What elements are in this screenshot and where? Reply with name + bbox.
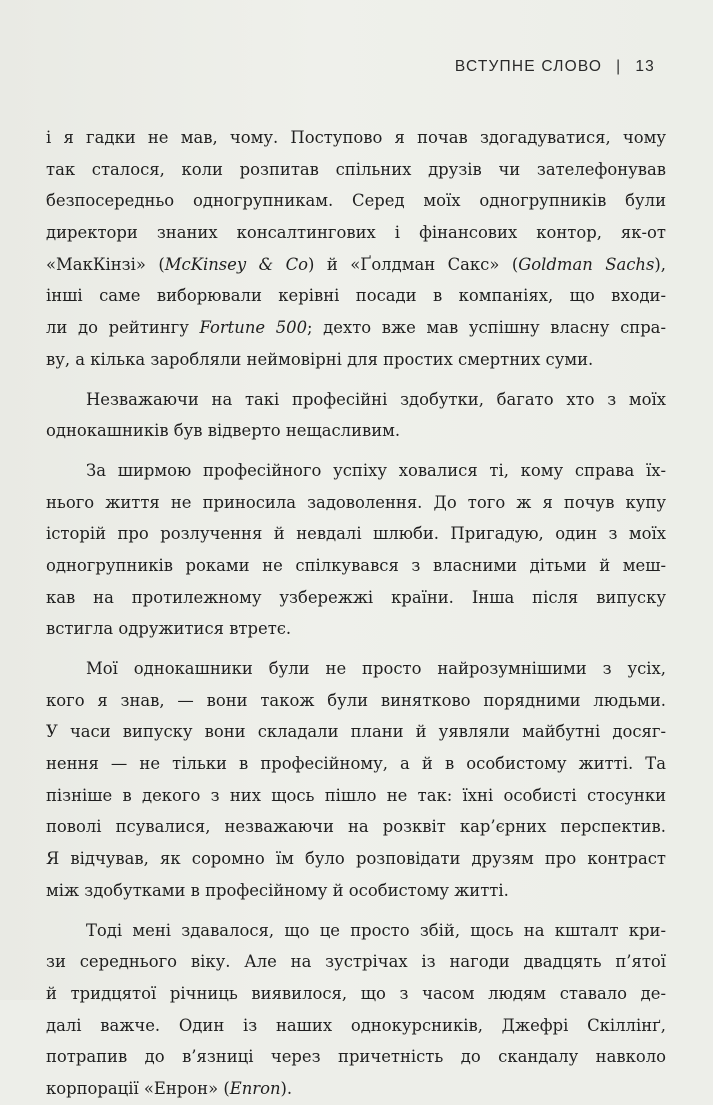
text-line: інші саме виборювали керівні посади в компаніях, що входи- [46,286,666,306]
text-run: ) й «Ґолдман Сакс» ( [308,254,519,274]
text-line: Я відчував, як соромно їм було розповідати друзям про контраст [46,849,666,869]
text-line: однокашників був відверто нещасливим. [46,421,401,441]
text-line: кав на протилежному узбережжі країни. Інша після випуску [46,587,666,607]
body-text [46,122,666,1105]
section-title: ВСТУПНЕ СЛОВО [454,58,603,75]
paragraph-2 [46,384,666,447]
text-run: «МакКінзі» ( [46,254,165,274]
text-line: між здобутками в професійному й особистому житті. [46,880,509,900]
text-line: так сталося, коли розпитав спільних друзів чи зателефонував [46,159,666,179]
text-run: ), [654,254,666,274]
text-line: За ширмою професійного успіху ховалися ті, кому справа їх- [86,460,666,480]
italic-name: Enron [229,1078,281,1098]
text-line [46,1073,666,1105]
paragraph-3 [46,455,666,645]
text-line: зи середнього віку. Але на зустрічах із нагоди двадцять п’ятої [46,952,666,972]
italic-name: McKinsey & Co [164,254,309,274]
text-line: ву, а кілька заробляли неймовірні для простих смертних суми. [46,349,594,369]
text-run: ли до рейтингу [46,318,200,338]
text-line: встигла одружитися втретє. [46,619,292,639]
text-line: нення — не тільки в професійному, а й в особистому житті. Та [46,754,666,774]
text-line: У часи випуску вони складали плани й уявляли майбутні досяг- [46,722,666,742]
text-line: Тоді мені здавалося, що це просто збій, щось на кшталт кри- [86,920,666,940]
italic-name: Fortune 500 [199,318,308,338]
paragraph-1 [46,122,666,376]
text-line: одногрупників роками не спілкувався з власними дітьми й меш- [46,555,666,575]
text-line [46,312,666,344]
running-header [455,58,655,76]
text-line: потрапив до в’язниці через причетність до скандалу навколо [46,1047,666,1067]
text-line: кого я знав, — вони також були винятково порядними людьми. [46,690,666,710]
text-line: безпосередньо одногрупникам. Серед моїх одногрупників були [46,191,666,211]
text-line: далі важче. Один із наших однокурсників, Джефрі Скіллінґ, [46,1015,666,1035]
text-line: поволі псувалися, незважаючи на розквіт кар’єрних перспектив. [46,817,666,837]
text-line: й тридцятої річниць виявилося, що з часом людям ставало де- [46,983,666,1003]
text-line: історій про розлучення й невдалі шлюби. Пригадую, один з моїх [46,524,666,544]
paragraph-4 [46,653,666,907]
page-number: 13 [635,58,655,75]
header-separator: | [616,58,622,75]
text-line: пізніше в декого з них щось пішло не так: їхні особисті стосунки [46,785,666,805]
text-line: директори знаних консалтингових і фінансових контор, як-от [46,223,666,243]
paragraph-5 [46,915,666,1105]
text-line: нього життя не приносила задоволення. До того ж я почув купу [46,492,666,512]
text-run: ; дехто вже мав успішну власну спра- [307,318,666,338]
text-run: ). [280,1078,293,1098]
text-run: корпорації «Енрон» ( [46,1078,230,1098]
text-line: і я гадки не мав, чому. Поступово я почав здогадуватися, чому [46,128,666,147]
italic-name: Goldman Sachs [518,254,655,274]
text-line: Незважаючи на такі професійні здобутки, багато хто з моїх [86,389,666,409]
text-line [46,249,666,281]
text-line: Мої однокашники були не просто найрозумнішими з усіх, [86,659,666,678]
